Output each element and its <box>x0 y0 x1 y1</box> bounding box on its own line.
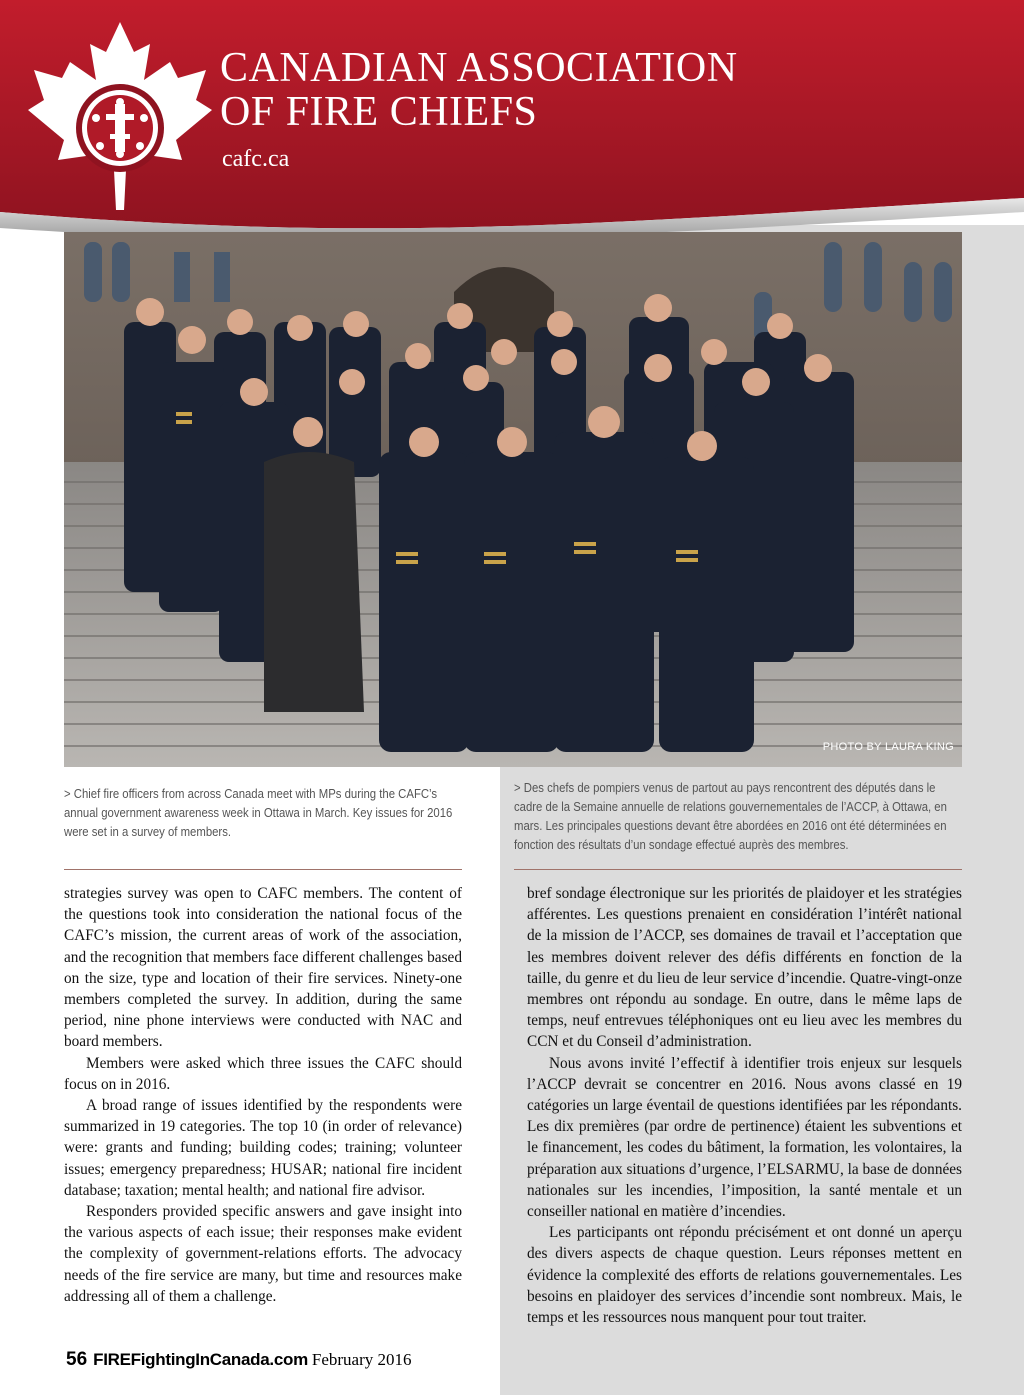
english-article-column <box>64 883 462 1307</box>
photo-caption-english: > Chief fire officers from across Canada meet with MPs during the CAFC’s annual government awareness week in Ottawa in March. Key issues for 2016 were set in a survey of members. <box>64 786 453 839</box>
caption-divider-english <box>64 869 462 870</box>
association-title-line1: CANADIAN ASSOCIATION <box>220 45 738 91</box>
english-paragraph: Members were asked which three issues the CAFC should focus on in 2016. <box>64 1054 462 1093</box>
magazine-name: FIREFightingInCanada.com <box>93 1350 308 1369</box>
page-number: 56 <box>66 1349 88 1370</box>
group-photo <box>64 232 962 767</box>
english-paragraph: Responders provided specific answers and gave insight into the various aspects of each issue; their responses make evident the complexity of government-relations efforts. The advocacy needs of the fire service are many, but time and resources make addressing all of them a challenge. <box>64 1203 462 1305</box>
association-title-line2: OF FIRE CHIEFS <box>220 89 538 135</box>
english-paragraph: strategies survey was open to CAFC members. The content of the questions took into consideration the national focus of the CAFC’s mission, the current areas of work of the association, and the recognition that members face different challenges based on the size, type and location of their fire services. Ninety-one members completed the survey. In addition, during the same period, nine phone interviews were conducted with NAC and board members. <box>64 885 462 1051</box>
english-paragraph: A broad range of issues identified by the respondents were summarized in 19 categories. The top 10 (in order of relevance) were: grants and funding; building codes; training; volunteer issues; emergency preparedness; HUSAR; national fire incident database; taxation; mental health; and national fire advisor. <box>64 1097 462 1199</box>
website-link[interactable]: cafc.ca <box>222 146 290 172</box>
photo-credit: PHOTO BY LAURA KING <box>822 741 954 753</box>
caption-divider-french <box>514 869 962 870</box>
french-paragraph: Les participants ont répondu précisément et ont donné un aperçu des divers aspects de chaque question. Leurs réponses mettent en évidence la complexité des efforts de relations gouvernementales. Les besoins en plaidoyer des services d’incendie sont nombreux. Mais, le temps et les ressources nous manquent pour tout traiter. <box>527 1224 962 1327</box>
french-paragraph: bref sondage électronique sur les priorités de plaidoyer et les stratégies afférentes. Les questions prenaient en considération l’intérêt national de la mission de l’ACCP, ses domaines de travail et l’acceptation que les membres doivent relever des défis différents en fonction de la taille, du genre et du lieu de leur service d’incendie. Quatre-vingt-onze membres ont répondu au sondage. En outre, dans le même laps de temps, neuf entrevues téléphoniques ont eu lieu avec les membres du CCN et du Conseil d’administration. <box>527 885 962 1051</box>
french-paragraph: Nous avons invité l’effectif à identifier trois enjeux sur lesquels l’ACCP devrait se concentrer en 2016. Nous avons classé en 19 catégories un large éventail de questions identifiées par les répondants. Les dix premières (par ordre de pertinence) étaient les subventions et le financement, les codes du bâtiment, la formation, les volontaires, la préparation aux situations d’urgence, l’ELSARMU, la base de données nationales sur les incendies, l’imposition, la santé mentale et un conseiller national en matière d’incendies. <box>527 1054 962 1221</box>
french-article-column <box>527 883 962 1328</box>
page-footer <box>66 1349 412 1371</box>
header-banner <box>0 0 1024 240</box>
photo-caption-french: > Des chefs de pompiers venus de partout au pays rencontrent des députés dans le cadre de la Semaine annuelle de relations gouvernementales de l’ACCP, à Ottawa, en mars. Les principales questions devant être abordées en 2016 ont été déterminées en fonction des résultats d’un sondage effectué auprès des membres. <box>514 780 947 852</box>
issue-date: February 2016 <box>311 1350 412 1369</box>
group-photo-image <box>64 232 962 767</box>
